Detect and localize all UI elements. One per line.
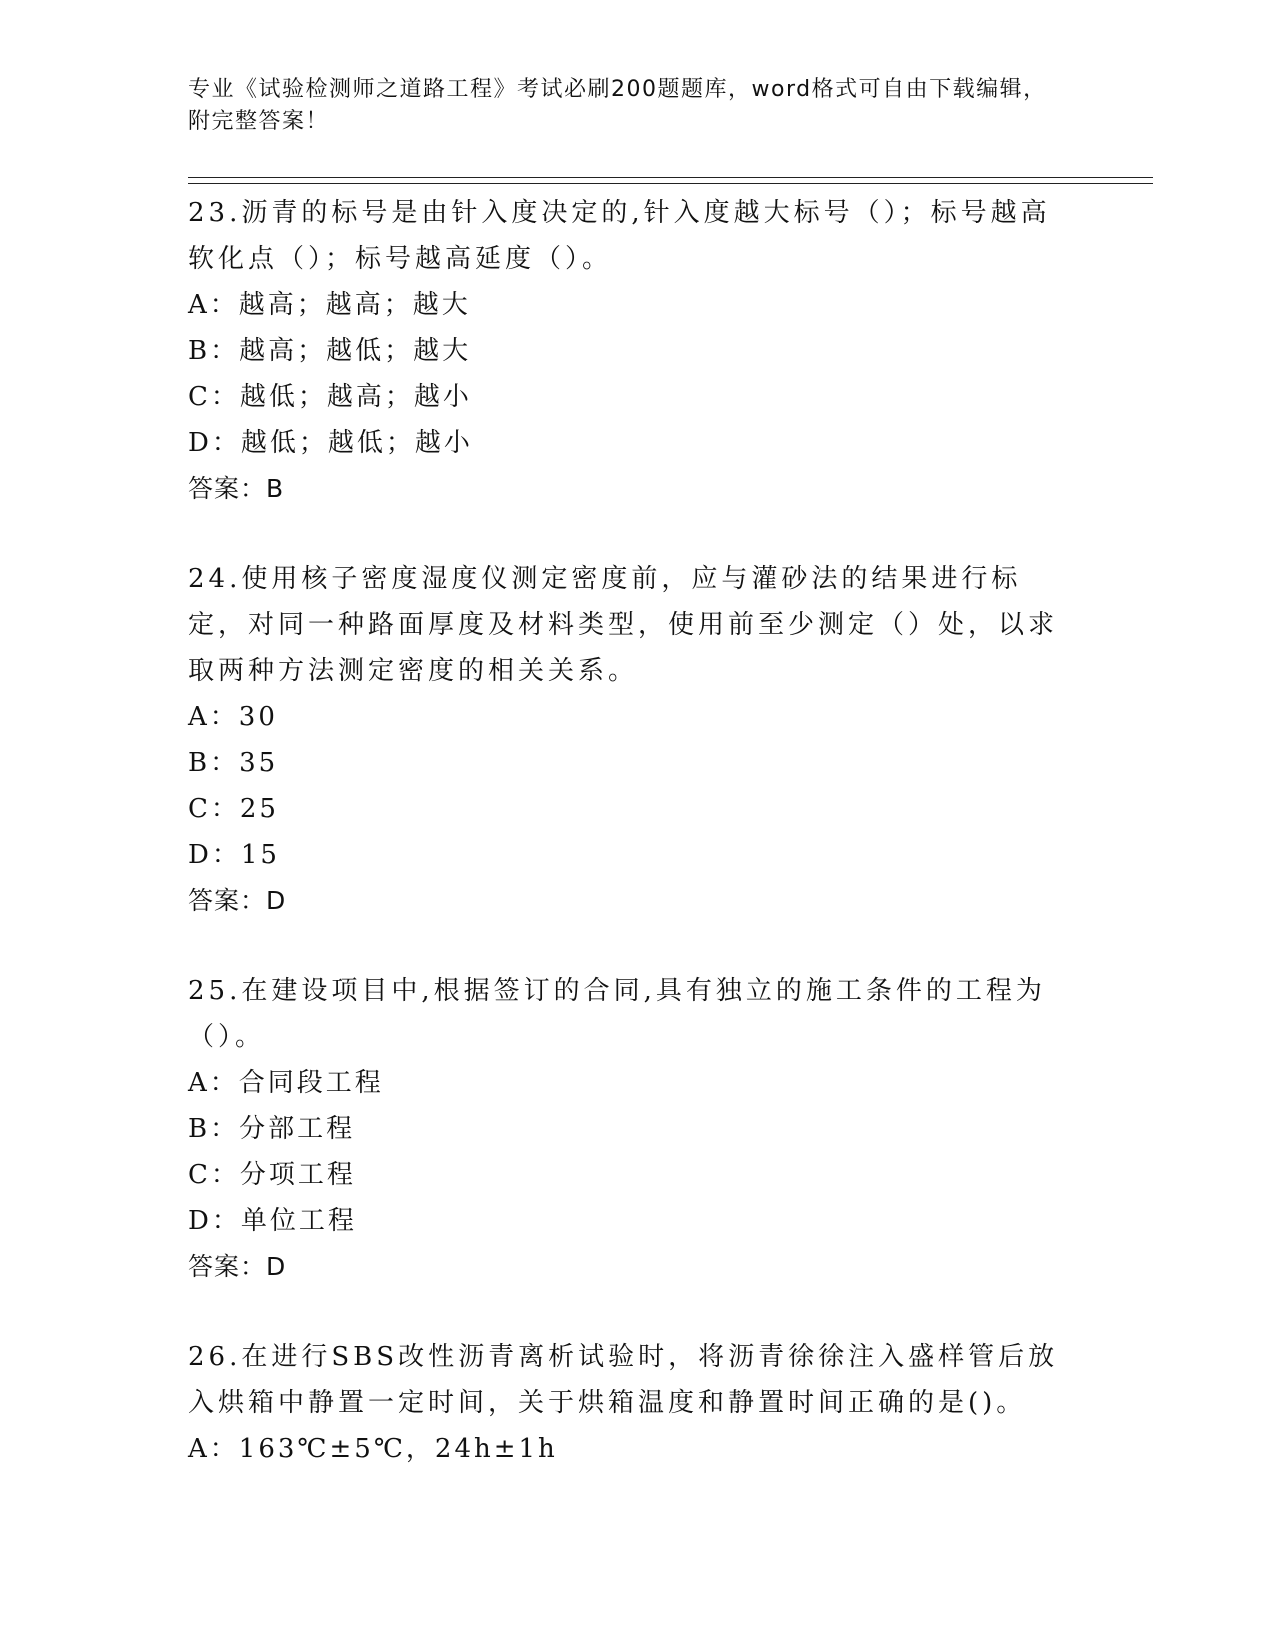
header-divider-bottom	[188, 183, 1153, 184]
option-c: C：25	[188, 794, 279, 824]
question-stem: 26.在进行SBS改性沥青离析试验时，将沥青徐徐注入盛样管后放入烘箱中静置一定时间，关于烘箱温度和静置时间正确的是()。	[188, 1342, 1059, 1418]
option-b: B：分部工程	[188, 1114, 356, 1144]
document-header: 专业《试验检测师之道路工程》考试必刷200题题库，word格式可自由下载编辑，附完整答案！	[188, 77, 1047, 134]
question-25	[188, 968, 1088, 1290]
answer-line: 答案：D	[188, 886, 287, 915]
question-list	[188, 190, 1088, 1516]
option-a: A：越高；越高；越大	[188, 290, 471, 320]
question-stem: 23.沥青的标号是由针入度决定的,针入度越大标号（）；标号越高软化点（）；标号越高延度（）。	[188, 198, 1051, 274]
option-b: B：越高；越低；越大	[188, 336, 472, 366]
question-24	[188, 556, 1088, 924]
option-a: A：163℃±5℃，24h±1h	[188, 1434, 558, 1464]
option-c: C：分项工程	[188, 1160, 356, 1190]
option-d: D：越低；越低；越小	[188, 428, 473, 458]
answer-line: 答案：B	[188, 474, 285, 503]
header-divider-top	[188, 177, 1153, 178]
option-c: C：越低；越高；越小	[188, 382, 472, 412]
option-d: D：15	[188, 840, 280, 870]
option-d: D：单位工程	[188, 1206, 357, 1236]
question-23	[188, 190, 1088, 512]
question-stem: 24.使用核子密度湿度仪测定密度前，应与灌砂法的结果进行标定，对同一种路面厚度及材料类型，使用前至少测定（）处，以求取两种方法测定密度的相关关系。	[188, 564, 1059, 686]
option-a: A：合同段工程	[188, 1068, 384, 1098]
question-stem: 25.在建设项目中,根据签订的合同,具有独立的施工条件的工程为（）。	[188, 976, 1046, 1052]
question-26	[188, 1334, 1088, 1472]
option-b: B：35	[188, 748, 279, 778]
option-a: A：30	[188, 702, 278, 732]
answer-line: 答案：D	[188, 1252, 287, 1281]
